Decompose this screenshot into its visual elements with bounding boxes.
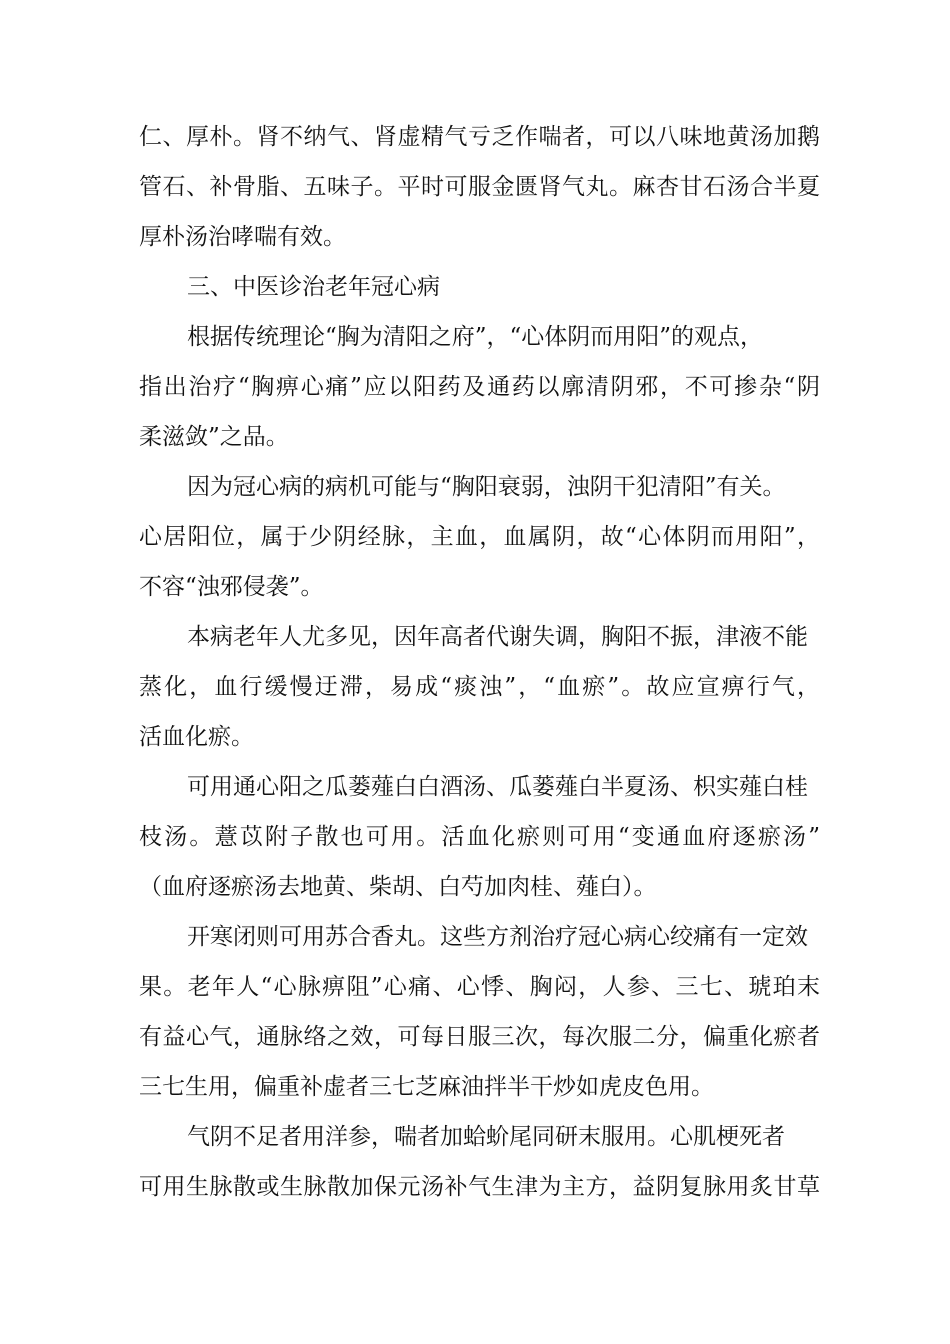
- text-line: 厚朴汤治哮喘有效。: [139, 224, 346, 250]
- body-text: [139, 114, 820, 1214]
- text-line: 本病老年人尤多见，因年高者代谢失调，胸阳不振，津液不能: [187, 624, 808, 650]
- text-line: 有益心气，通脉络之效，可每日服三次，每次服二分，偏重化瘀者: [139, 1024, 820, 1050]
- text-line: （血府逐瘀汤去地黄、柴胡、白芍加肉桂、薤白）。: [139, 874, 657, 900]
- text-line: 管石、补骨脂、五味子。平时可服金匮肾气丸。麻杏甘石汤合半夏: [139, 174, 820, 200]
- text-line: 可用通心阳之瓜蒌薤白白酒汤、瓜蒌薤白半夏汤、枳实薤白桂: [187, 774, 808, 800]
- text-line: 心居阳位，属于少阴经脉，主血，血属阴，故“心体阴而用阳”，: [139, 524, 820, 550]
- text-line: 果。老年人“心脉痹阻”心痛、心悸、胸闷，人参、三七、琥珀末: [139, 974, 820, 1000]
- text-line: 开寒闭则可用苏合香丸。这些方剂治疗冠心病心绞痛有一定效: [187, 924, 808, 950]
- text-line: 气阴不足者用洋参，喘者加蛤蚧尾同研末服用。心肌梗死者: [187, 1124, 785, 1150]
- text-line: 活血化瘀。: [139, 724, 254, 750]
- text-line: 不容“浊邪侵袭”。: [139, 574, 324, 600]
- text-line: 根据传统理论“胸为清阳之府”，“心体阴而用阳”的观点，: [187, 324, 764, 350]
- text-line: 指出治疗“胸痹心痛”应以阳药及通药以廓清阴邪，不可掺杂“阴: [139, 374, 820, 400]
- text-line: 因为冠心病的病机可能与“胸阳衰弱，浊阴干犯清阳”有关。: [187, 474, 786, 500]
- text-line: 仁、厚朴。肾不纳气、肾虚精气亏乏作喘者，可以八味地黄汤加鹅: [139, 124, 820, 150]
- text-line: 柔滋敛”之品。: [139, 424, 289, 450]
- text-line: 三七生用，偏重补虚者三七芝麻油拌半干炒如虎皮色用。: [139, 1074, 714, 1100]
- section-heading: 三、中医诊治老年冠心病: [187, 274, 440, 300]
- text-line: 枝汤。薏苡附子散也可用。活血化瘀则可用“变通血府逐瘀汤”: [139, 824, 820, 850]
- text-line: 蒸化，血行缓慢迂滞，易成“痰浊”，“血瘀”。故应宣痹行气，: [139, 674, 820, 700]
- text-line: 可用生脉散或生脉散加保元汤补气生津为主方，益阴复脉用炙甘草: [139, 1174, 820, 1200]
